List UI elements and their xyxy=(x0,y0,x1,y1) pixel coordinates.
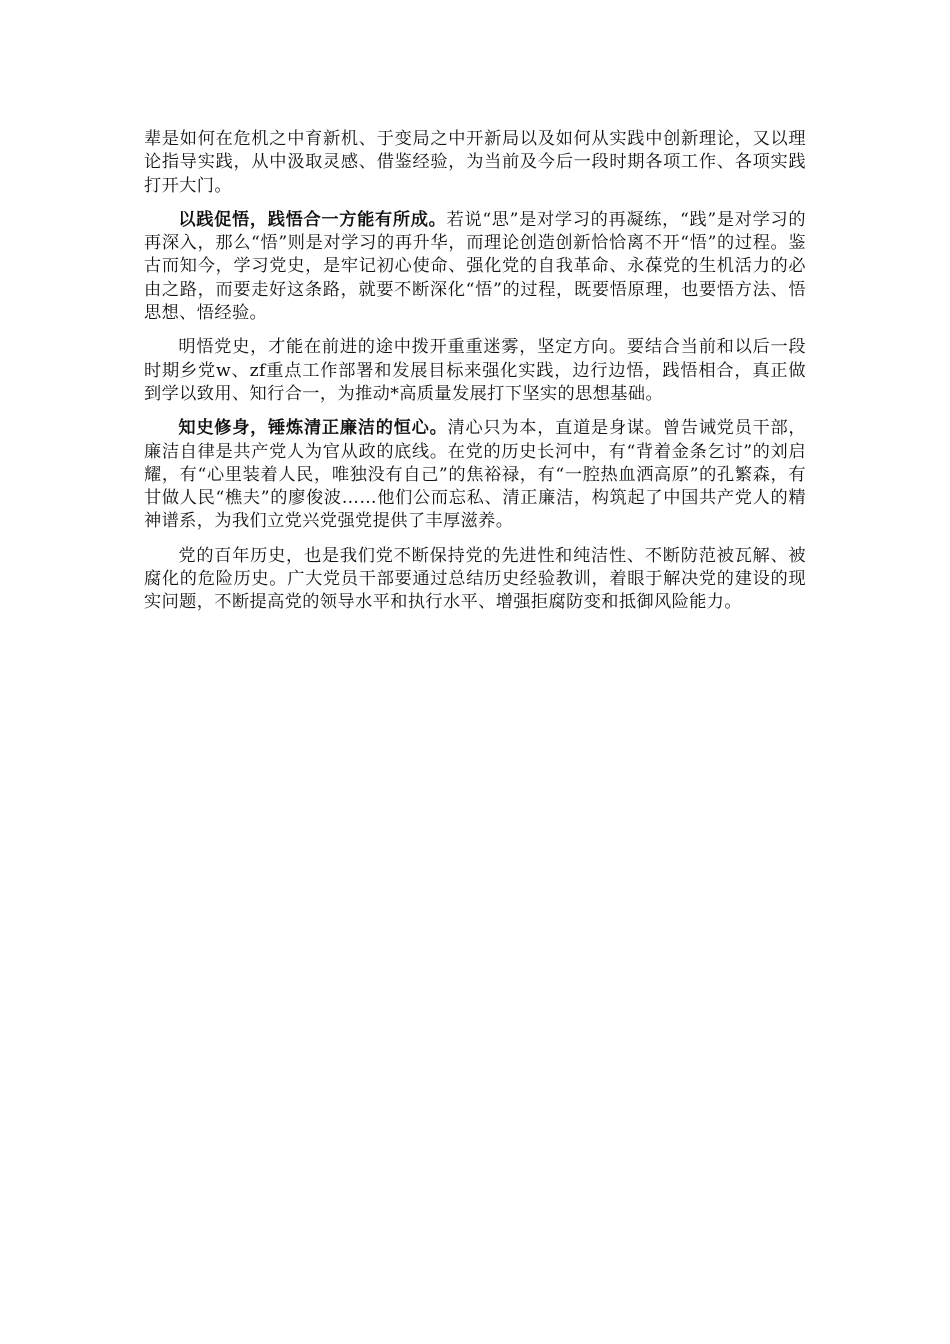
paragraph-heading: 以践促悟，践悟合一方能有所成。 xyxy=(178,209,447,230)
paragraph-party-history xyxy=(144,545,806,615)
paragraph-continuation xyxy=(144,128,806,198)
paragraph-integrity xyxy=(144,417,806,533)
document-page xyxy=(144,128,806,626)
paragraph-text: 明悟党史，才能在前进的途中拨开重重迷雾，坚定方向。要结合当前和以后一段时期乡党w、zf重点工作部署和发展目标来强化实践，边行边悟，践悟相合，真正做到学以致用、知行合一，为推动*高质量发展打下坚实的思想基础。 xyxy=(144,337,806,404)
paragraph-text: 党的百年历史，也是我们党不断保持党的先进性和纯洁性、不断防范被瓦解、被腐化的危险历史。广大党员干部要通过总结历史经验教训，着眼于解决党的建设的现实问题，不断提高党的领导水平和执行水平、增强拒腐防变和抵御风险能力。 xyxy=(144,545,806,613)
paragraph-text: 若说“思”是对学习的再凝练，“践”是对学习的再深入，那么“悟”则是对学习的再升华，而理论创造创新恰恰离不开“悟”的过程。鉴古而知今，学习党史，是牢记初心使命、强化党的自我革命、永葆党的生机活力的必由之路，而要走好这条路，就要不断深化“悟”的过程，既要悟原理，也要悟方法、悟思想、悟经验。 xyxy=(144,209,806,324)
paragraph-text: 辈是如何在危机之中育新机、于变局之中开新局以及如何从实践中创新理论，又以理论指导实践，从中汲取灵感、借鉴经验，为当前及今后一段时期各项工作、各项实践打开大门。 xyxy=(144,129,806,196)
paragraph-heading: 知史修身，锤炼清正廉洁的恒心。 xyxy=(178,418,448,439)
paragraph-understanding-history xyxy=(144,336,806,406)
paragraph-practice-enlightenment xyxy=(144,209,806,325)
paragraph-text: 清心只为本，直道是身谋。曾告诫党员干部，廉洁自律是共产党人为官从政的底线。在党的历史长河中，有“背着金条乞讨”的刘启耀，有“心里装着人民，唯独没有自己”的焦裕禄，有“一腔热血洒高原”的孔繁森，有甘做人民“樵夫”的廖俊波……他们公而忘私、清正廉洁，构筑起了中国共产党人的精神谱系，为我们立党兴党强党提供了丰厚滋养。 xyxy=(144,418,806,532)
